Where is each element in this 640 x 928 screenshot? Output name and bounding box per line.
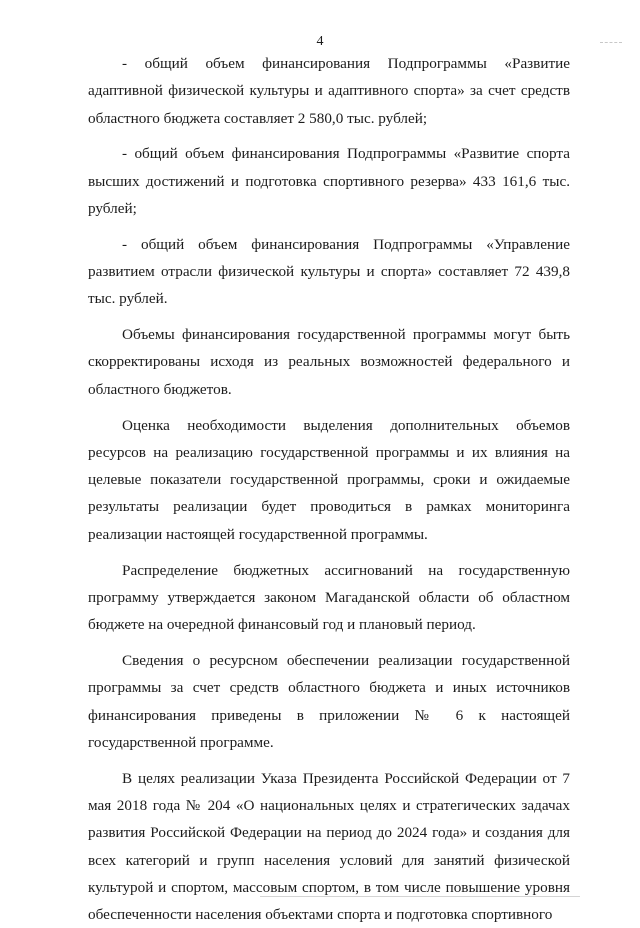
page-number: 4 xyxy=(316,34,324,49)
paragraph-budget-allocation: Распределение бюджетных ассигнований на государственную программу утверждается законом Магаданской области об областном бюджете на очередной финансовый год и плановый период. xyxy=(88,561,570,634)
paragraph-presidential-decree: В целях реализации Указа Президента Российской Федерации от 7 мая 2018 года № 204 «О национальных целях и стратегических задачах развития Российской Федерации на период до 2024 года» и создания для всех категорий и групп населения условий для занятий физической культурой и спортом, массовым спортом, в том числе повышение уровня обеспеченности населения объектами спорта и подготовка спортивного xyxy=(88,769,570,924)
bottom-scan-line xyxy=(260,896,580,897)
paragraph-subprogram-high-achievement: - общий объем финансирования Подпрограммы «Развитие спорта высших достижений и подготовка спортивного резерва» 433 161,6 тыс. рублей; xyxy=(88,145,570,217)
scan-artifact xyxy=(600,42,622,43)
paragraph-subprogram-adaptive: - общий объем финансирования Подпрограммы «Развитие адаптивной физической культуры и адаптивного спорта» за счет средств областного бюджета составляет 2 580,0 тыс. рублей; xyxy=(88,55,570,127)
paragraph-subprogram-management: - общий объем финансирования Подпрограммы «Управление развитием отрасли физической культуры и спорта» составляет 72 439,8 тыс. рублей. xyxy=(88,235,570,308)
paragraph-funding-adjustment: Объемы финансирования государственной программы могут быть скорректированы исходя из реальных возможностей федерального и областного бюджетов. xyxy=(88,326,570,398)
document-body xyxy=(88,50,570,928)
paragraph-resource-info: Сведения о ресурсном обеспечении реализации государственной программы за счет средств областного бюджета и иных источников финансирования приведены в приложении № 6 к настоящей государственной программе. xyxy=(88,651,570,751)
paragraph-resource-assessment: Оценка необходимости выделения дополнительных объемов ресурсов на реализацию государственной программы и их влияния на целевые показатели государственной программы, сроки и ожидаемые результаты реализации будет проводиться в рамках мониторинга реализации настоящей государственной программы. xyxy=(88,416,570,543)
